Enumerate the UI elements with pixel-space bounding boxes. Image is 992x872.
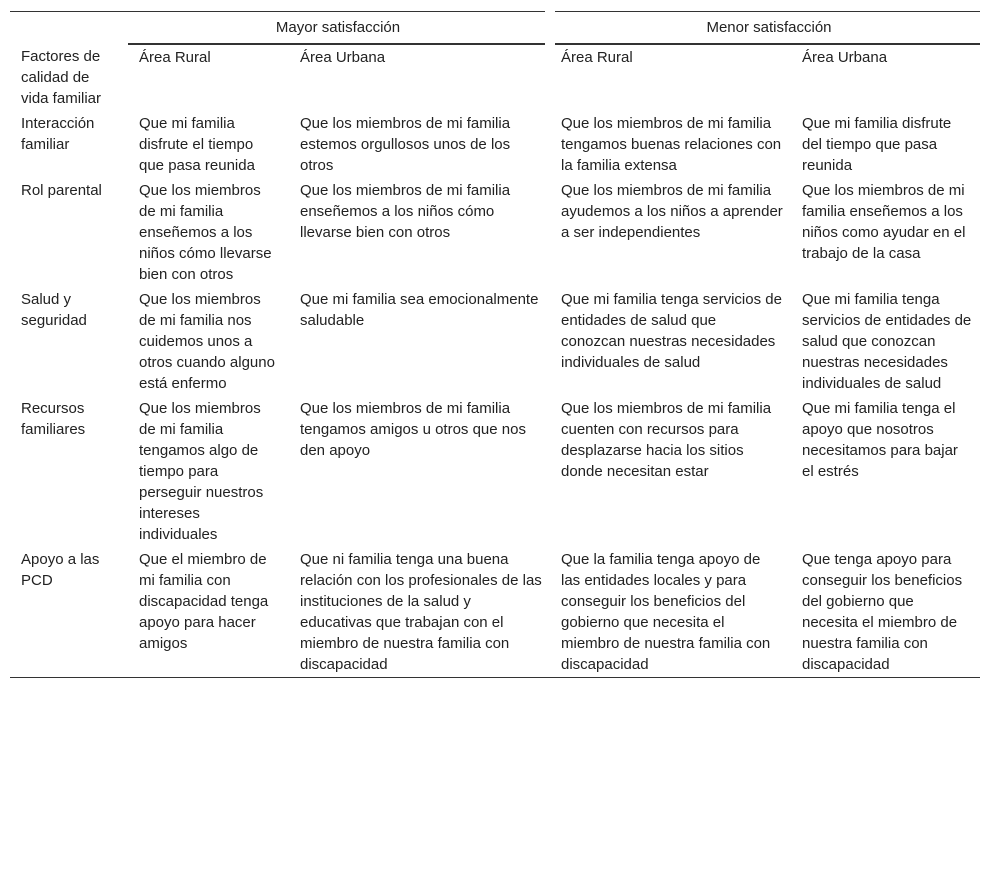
group-header-mayor: Mayor satisfacción [128, 12, 550, 45]
column-header-mayor-urbana: Área Urbana [300, 49, 386, 66]
satisfaction-table [10, 11, 980, 678]
column-header-mayor-rural: Área Rural [139, 49, 211, 66]
table-row [10, 547, 980, 678]
factor-cell: Recursos familiares [21, 400, 86, 438]
table-cell: Que los miembros de mi familia tengamos buenas relaciones con la familia extensa [561, 115, 782, 174]
table-cell: Que ni familia tenga una buena relación con los profesionales de las instituciones de la salud y educativas que trabajan con el miembro de nuestra familia con discapacidad [289, 547, 550, 678]
factor-cell: Apoyo a las PCD [10, 547, 128, 678]
table-cell: Que mi familia tenga servicios de entidades de salud que conozcan nuestras necesidades individuales de salud [802, 291, 972, 392]
table-header [10, 12, 980, 112]
table-row [10, 111, 980, 178]
table-row [10, 178, 980, 287]
factor-cell: Interacción familiar [21, 115, 95, 153]
column-header-menor-rural: Área Rural [561, 49, 633, 66]
table-cell: Que los miembros de mi familia enseñemos a los niños como ayudar en el trabajo de la casa [802, 182, 966, 262]
factor-column-header: Factores de calidad de vida familiar [21, 48, 102, 107]
table-cell: Que los miembros de mi familia estemos orgullosos unos de los otros [300, 115, 511, 174]
table-cell: Que los miembros de mi familia tengamos algo de tiempo para perseguir nuestros intereses individuales [139, 400, 264, 543]
table-cell: Que mi familia disfrute del tiempo que pasa reunida [802, 115, 952, 174]
table-body [10, 111, 980, 678]
table-cell: Que la familia tenga apoyo de las entidades locales y para conseguir los beneficios del gobierno que necesita el miembro de nuestra familia con discapacidad [550, 547, 791, 678]
factor-cell: Rol parental [21, 182, 102, 199]
group-header-menor: Menor satisfacción [550, 12, 980, 45]
satisfaction-table-container [10, 11, 980, 678]
table-cell: Que el miembro de mi familia con discapacidad tenga apoyo para hacer amigos [128, 547, 289, 678]
header-empty-cell [10, 12, 128, 45]
table-cell: Que los miembros de mi familia cuenten con recursos para desplazarse hacia los sitios donde necesitan estar [561, 400, 772, 480]
table-row [10, 396, 980, 547]
table-cell: Que mi familia tenga servicios de entidades de salud que conozcan nuestras necesidades individuales de salud [561, 291, 782, 371]
table-cell: Que los miembros de mi familia ayudemos a los niños a aprender a ser independientes [561, 182, 783, 241]
factor-cell: Salud y seguridad [21, 291, 87, 329]
column-header-menor-urbana: Área Urbana [802, 49, 888, 66]
table-cell: Que los miembros de mi familia tengamos amigos u otros que nos den apoyo [300, 400, 526, 459]
table-cell: Que mi familia disfrute el tiempo que pasa reunida [139, 115, 255, 174]
table-cell: Que los miembros de mi familia enseñemos a los niños cómo llevarse bien con otros [139, 182, 272, 283]
table-row [10, 287, 980, 396]
table-cell: Que tenga apoyo para conseguir los beneficios del gobierno que necesita el miembro de nuestra familia con discapacidad [791, 547, 980, 678]
table-cell: Que mi familia tenga el apoyo que nosotros necesitamos para bajar el estrés [802, 400, 958, 480]
table-cell: Que los miembros de mi familia enseñemos a los niños cómo llevarse bien con otros [300, 182, 511, 241]
table-cell: Que mi familia sea emocionalmente saludable [300, 291, 539, 329]
table-cell: Que los miembros de mi familia nos cuidemos unos a otros cuando alguno está enfermo [139, 291, 275, 392]
